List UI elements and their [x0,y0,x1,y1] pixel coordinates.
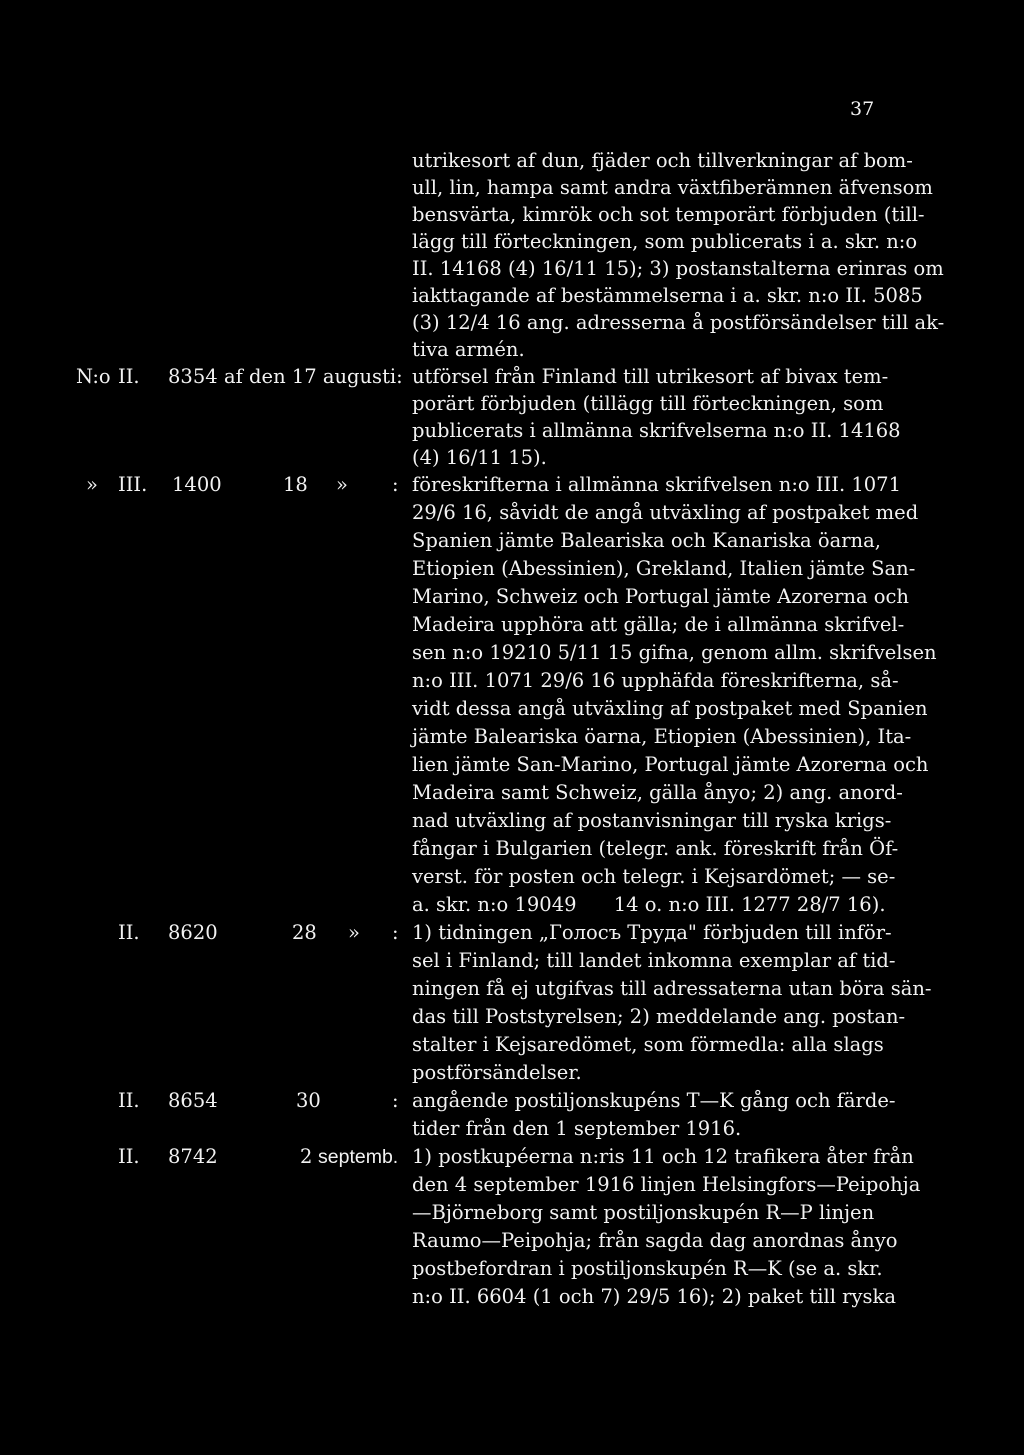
entry-day: 30 [296,1089,321,1112]
text-line: II. 14168 (4) 16/11 15); 3) postanstalterna erinras om [412,257,944,280]
entry-day: 2 [300,1145,313,1168]
text-line: Raumo—Peipohja; från sagda dag anordnas ånyo [412,1229,898,1252]
text-line: ningen få ej utgifvas till adressaterna utan böra sän- [412,977,932,1000]
text-line: 1) tidningen „Голосъ Труда" förbjuden till inför- [412,921,892,944]
entry-colon: : [392,921,399,944]
text-line: lägg till förteckningen, som publicerats i a. skr. n:o [412,230,918,253]
page-number: 37 [850,98,875,120]
entry-day: 18 [283,473,308,496]
entry-colon: : [392,473,399,496]
text-line: lien jämte San-Marino, Portugal jämte Azorerna och [412,753,929,776]
entry-series: II. [118,365,140,388]
entry-series: II. [118,921,140,944]
entry-month: septemb. [318,1146,399,1168]
text-line: Madeira upphöra att gälla; de i allmänna skrifvel- [412,613,905,636]
text-line: —Björneborg samt postiljonskupén R—P linjen [412,1201,875,1224]
entry-prefix: N:o [76,365,111,388]
text-line: Etiopien (Abessinien), Grekland, Italien jämte San- [412,557,916,580]
entry-month: » [336,473,348,496]
text-line: vidt dessa angå utväxling af postpaket med Spanien [412,697,928,720]
text-line: tiva armén. [412,338,525,361]
text-line: fångar i Bulgarien (telegr. ank. föreskrift från Öf- [412,837,899,860]
entry-prefix: » [86,473,98,496]
text-line: n:o II. 6604 (1 och 7) 29/5 16); 2) paket till ryska [412,1285,896,1308]
text-line: jämte Baleariska öarna, Etiopien (Abessinien), Ita- [412,725,912,748]
text-line: bensvärta, kimrök och sot temporärt förbjuden (till- [412,203,925,226]
text-line: ull, lin, hampa samt andra växtfiberämnen äfvensom [412,176,933,199]
text-line: (4) 16/11 15). [412,446,547,469]
entry-date: af den 17 augusti: [224,365,403,388]
entry-day: 28 [292,921,317,944]
text-line: sel i Finland; till landet inkomna exemplar af tid- [412,949,896,972]
text-line: utrikesort af dun, fjäder och tillverkningar af bom- [412,149,913,172]
entry-series: II. [118,1145,140,1168]
text-line: Spanien jämte Baleariska och Kanariska öarna, [412,529,881,552]
text-line: publicerats i allmänna skrifvelserna n:o II. 14168 [412,419,901,442]
entry-number: 8654 [168,1089,218,1112]
text-line: Marino, Schweiz och Portugal jämte Azorerna och [412,585,909,608]
text-line: föreskrifterna i allmänna skrifvelsen n:o III. 1071 [412,473,901,496]
entry-number: 8742 [168,1145,218,1168]
text-line: verst. för posten och telegr. i Kejsardömet; — se- [412,865,896,888]
text-line: 1) postkupéerna n:ris 11 och 12 trafikera åter från [412,1145,914,1168]
text-line: nad utväxling af postanvisningar till ryska krigs- [412,809,892,832]
text-line: (3) 12/4 16 ang. adresserna å postförsändelser till ak- [412,311,945,334]
text-line: iakttagande af bestämmelserna i a. skr. n:o II. 5085 [412,284,923,307]
text-line: utförsel från Finland till utrikesort af bivax tem- [412,365,889,388]
text-line: stalter i Kejsaredömet, som förmedla: alla slags [412,1033,884,1056]
text-line: den 4 september 1916 linjen Helsingfors—Peipohja [412,1173,921,1196]
text-line: Madeira samt Schweiz, gälla ånyo; 2) ang. anord- [412,781,903,804]
text-line: angående postiljonskupéns T—K gång och färde- [412,1089,896,1112]
text-line: porärt förbjuden (tillägg till förteckningen, som [412,392,884,415]
entry-number: 8354 [168,365,218,388]
text-line: postbefordran i postiljonskupén R—K (se a. skr. [412,1257,883,1280]
entry-colon: : [392,1089,399,1112]
text-line: postförsändelser. [412,1061,582,1084]
text-line: 29/6 16, såvidt de angå utväxling af postpaket med [412,501,919,524]
entry-number: 8620 [168,921,218,944]
entry-series: II. [118,1089,140,1112]
entry-number: 1400 [172,473,222,496]
text-line: das till Poststyrelsen; 2) meddelande ang. postan- [412,1005,906,1028]
entry-series: III. [118,473,148,496]
entry-month: » [348,921,360,944]
text-line: tider från den 1 september 1916. [412,1117,742,1140]
text-line: sen n:o 19210 5/11 15 gifna, genom allm. skrifvelsen [412,641,937,664]
text-line: n:o III. 1071 29/6 16 upphäfda föreskrifterna, så- [412,669,899,692]
text-line: a. skr. n:o 19049 14 o. n:o III. 1277 28/7 16). [412,893,886,916]
